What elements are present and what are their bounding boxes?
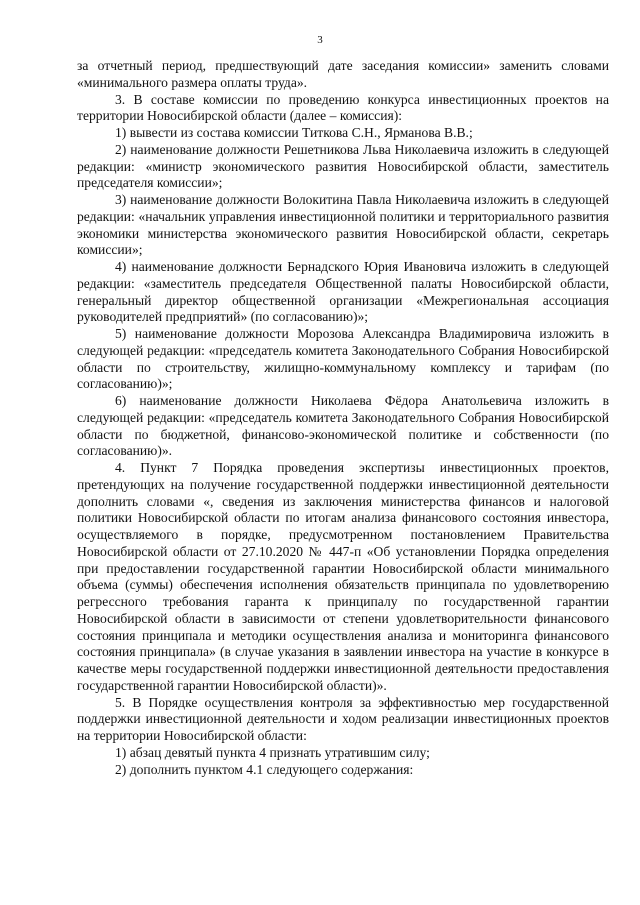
paragraph-item-4: 4. Пункт 7 Порядка проведения экспертизы инвестиционных проектов, претендующих на получение государственной поддержки инвестиционной деятельности дополнить словами «, сведения из заключения министерства финансов и налоговой политики Новосибирской области по итогам анализа финансового состояния инвестора, осуществляемого в порядке, предусмотренном постановлением Правительства Новосибирской области от 27.10.2020 № 447-п «Об установлении Порядка определения при предоставлении государственной гарантии Новосибирской области минимального объема (суммы) обеспечения исполнения обязательств принципала по удовлетворению регрессного требования гаранта к принципалу по государственной гарантии Новосибирской области в зависимости от степени удовлетворительности финансового состояния принципала и методики осуществления анализа и мониторинга финансового состояния принципала» (в случае указания в заявлении инвестора на участие в конкурсе в качестве меры государственной поддержки инвестиционной деятельности предоставления государственной гарантии Новосибирской области)». bbox=[77, 460, 609, 693]
paragraph-item-3: 3. В составе комиссии по проведению конкурса инвестиционных проектов на территории Новосибирской области (далее – комиссия): bbox=[77, 91, 609, 124]
paragraph-subitem-6: 6) наименование должности Николаева Фёдора Анатольевича изложить в следующей редакции: «председатель комитета Законодательного Собрания Новосибирской области по бюджетной, финансово-экономической политике и собственности (по согласованию)». bbox=[77, 393, 609, 459]
paragraph-continuation: за отчетный период, предшествующий дате заседания комиссии» заменить словами «минимального размера оплаты труда». bbox=[77, 58, 609, 90]
paragraph-subitem-1: 1) вывести из состава комиссии Титкова С.Н., Ярманова В.В.; bbox=[115, 125, 473, 140]
paragraph-item-5-subitem-1: 1) абзац девятый пункта 4 признать утратившим силу; bbox=[115, 744, 430, 760]
paragraph-subitem-4: 4) наименование должности Бернадского Юрия Ивановича изложить в следующей редакции: «заместитель председателя Общественной палаты Новосибирской области, генеральный директор общественной организации «Межрегиональная ассоциация руководителей предприятий» (по согласованию)»; bbox=[77, 259, 609, 325]
paragraph-item-5-subitem-2: 2) дополнить пунктом 4.1 следующего содержания: bbox=[115, 761, 414, 777]
paragraph-subitem-3: 3) наименование должности Волокитина Павла Николаевича изложить в следующей редакции: «начальник управления инвестиционной политики и территориального развития экономики министерства экономического развития Новосибирской области, секретарь комиссии»; bbox=[77, 192, 609, 258]
paragraph-subitem-2: 2) наименование должности Решетникова Льва Николаевича изложить в следующей редакции: «министр экономического развития Новосибирской области, заместитель председателя комиссии»; bbox=[77, 141, 609, 191]
paragraph-subitem-5: 5) наименование должности Морозова Александра Владимировича изложить в следующей редакции: «председатель комитета Законодательного Собрания Новосибирской области по строительству, жилищно-коммунальному комплексу и тарифам (по согласованию)»; bbox=[77, 326, 609, 392]
paragraph-item-5: 5. В Порядке осуществления контроля за эффективностью мер государственной поддержки инвестиционной деятельности и ходом реализации инвестиционных проектов на территории Новосибирской области: bbox=[77, 694, 609, 743]
page-number: 3 bbox=[317, 34, 323, 46]
document-body bbox=[77, 58, 609, 778]
